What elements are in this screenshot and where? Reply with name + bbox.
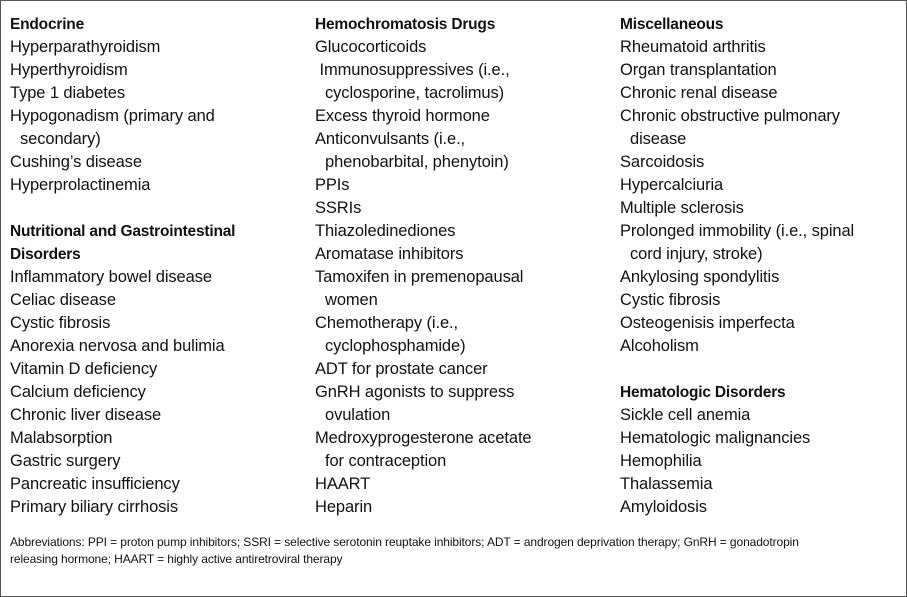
list-item-continuation: cord injury, stroke) — [630, 245, 763, 263]
list-item — [10, 381, 305, 404]
list-item-text: Chronic renal disease — [620, 84, 778, 102]
list-item — [315, 381, 610, 427]
section-heading: Disorders — [10, 246, 81, 263]
list-item — [10, 473, 305, 496]
list-item — [315, 496, 610, 519]
list-item-text: Type 1 diabetes — [10, 84, 125, 102]
list-item — [620, 174, 904, 197]
list-item — [315, 197, 610, 220]
list-item-text: SSRIs — [315, 199, 362, 217]
list-item — [315, 358, 610, 381]
column-1 — [10, 13, 305, 519]
list-item — [620, 450, 904, 473]
section-heading: Hemochromatosis Drugs — [315, 16, 496, 33]
section-heading: Nutritional and Gastrointestinal — [10, 223, 236, 240]
list-item-text: Cystic fibrosis — [620, 291, 721, 309]
list-item — [620, 473, 904, 496]
list-item — [620, 151, 904, 174]
abbreviations-line: Abbreviations: PPI = proton pump inhibitors; SSRI = selective serotonin reuptake inhibitors; ADT = androgen deprivation therapy; GnRH = gonadotropin — [10, 535, 799, 549]
list-item-text: Cushing’s disease — [10, 153, 142, 171]
list-item-text: Thiazoledinediones — [315, 222, 456, 240]
list-item-continuation: cyclophosphamide) — [325, 337, 466, 355]
list-item-text: Hyperprolactinemia — [10, 176, 151, 194]
list-item-text: Chemotherapy (i.e., — [315, 314, 458, 332]
list-item-continuation: women — [325, 291, 378, 309]
list-item — [315, 243, 610, 266]
section-spacer — [620, 358, 904, 381]
list-item — [315, 220, 610, 243]
list-item-text: Rheumatoid arthritis — [620, 38, 766, 56]
list-item-text: Hyperthyroidism — [10, 61, 128, 79]
list-item — [620, 197, 904, 220]
list-item-text: Glucocorticoids — [315, 38, 427, 56]
list-item — [315, 174, 610, 197]
list-item-text: Heparin — [315, 498, 373, 516]
list-item — [620, 289, 904, 312]
section-heading: Hematologic Disorders — [620, 384, 786, 401]
list-item — [10, 105, 305, 151]
list-item — [10, 496, 305, 519]
list-item-text: Primary biliary cirrhosis — [10, 498, 179, 516]
list-item — [620, 312, 904, 335]
list-item-text: Anorexia nervosa and bulimia — [10, 337, 225, 355]
list-item-text: Organ transplantation — [620, 61, 777, 79]
list-item — [315, 105, 610, 128]
list-item-text: Inflammatory bowel disease — [10, 268, 212, 286]
list-item — [620, 220, 904, 266]
list-item-text: Immunosuppressives (i.e., — [315, 61, 510, 79]
list-item-text: Ankylosing spondylitis — [620, 268, 780, 286]
list-item — [620, 404, 904, 427]
list-item-text: Pancreatic insufficiency — [10, 475, 180, 493]
list-item-text: Hemophilia — [620, 452, 702, 470]
list-item-text: Vitamin D deficiency — [10, 360, 158, 378]
list-item-text: Medroxyprogesterone acetate — [315, 429, 532, 447]
list-item-text: HAART — [315, 475, 371, 493]
list-item — [10, 450, 305, 473]
list-item-text: Hyperparathyroidism — [10, 38, 161, 56]
list-item-text: Malabsorption — [10, 429, 113, 447]
section-heading: Miscellaneous — [620, 16, 724, 33]
list-item — [620, 335, 904, 358]
list-item — [10, 266, 305, 289]
list-item — [620, 59, 904, 82]
list-item-text: Chronic obstructive pulmonary — [620, 107, 840, 125]
list-item-text: Gastric surgery — [10, 452, 121, 470]
list-item-text: Alcoholism — [620, 337, 699, 355]
list-item — [315, 266, 610, 312]
abbreviations-note — [10, 534, 900, 568]
list-item-text: Multiple sclerosis — [620, 199, 744, 217]
list-item-text: Celiac disease — [10, 291, 116, 309]
list-item-text: Cystic fibrosis — [10, 314, 111, 332]
list-item-text: Aromatase inhibitors — [315, 245, 464, 263]
list-item-continuation: cyclosporine, tacrolimus) — [325, 84, 505, 102]
list-item-continuation: for contraception — [325, 452, 447, 470]
abbreviations-line: releasing hormone; HAART = highly active antiretroviral therapy — [10, 552, 343, 566]
list-item-text: Calcium deficiency — [10, 383, 146, 401]
list-item — [315, 36, 610, 59]
list-item-text: PPIs — [315, 176, 350, 194]
list-item-text: Prolonged immobility (i.e., spinal — [620, 222, 855, 240]
column-3 — [620, 13, 904, 519]
list-item — [315, 59, 610, 105]
list-item — [10, 36, 305, 59]
list-item — [315, 473, 610, 496]
list-item-text: ADT for prostate cancer — [315, 360, 488, 378]
list-item-text: Amyloidosis — [620, 498, 707, 516]
list-item-continuation: secondary) — [20, 130, 101, 148]
list-item-continuation: phenobarbital, phenytoin) — [325, 153, 509, 171]
list-item-text: GnRH agonists to suppress — [315, 383, 515, 401]
list-item-text: Tamoxifen in premenopausal — [315, 268, 524, 286]
list-item — [10, 358, 305, 381]
list-item — [315, 427, 610, 473]
list-item — [315, 128, 610, 174]
list-item-text: Anticonvulsants (i.e., — [315, 130, 466, 148]
list-item — [620, 427, 904, 450]
list-item-text: Osteogenisis imperfecta — [620, 314, 795, 332]
section-spacer — [10, 197, 305, 220]
list-item — [10, 174, 305, 197]
list-item — [10, 427, 305, 450]
list-item — [315, 312, 610, 358]
list-item — [10, 335, 305, 358]
list-item-text: Hypogonadism (primary and — [10, 107, 215, 125]
column-2 — [315, 13, 610, 519]
list-item — [10, 404, 305, 427]
list-item — [620, 105, 904, 151]
list-item — [620, 82, 904, 105]
list-item-text: Chronic liver disease — [10, 406, 162, 424]
list-item-text: Sickle cell anemia — [620, 406, 751, 424]
list-item-continuation: disease — [630, 130, 687, 148]
list-item — [620, 496, 904, 519]
list-item — [10, 151, 305, 174]
list-item — [10, 82, 305, 105]
list-item-text: Hypercalciuria — [620, 176, 724, 194]
list-item — [10, 289, 305, 312]
list-item — [10, 59, 305, 82]
list-item-text: Sarcoidosis — [620, 153, 705, 171]
list-item-text: Thalassemia — [620, 475, 713, 493]
list-item — [620, 266, 904, 289]
list-item — [620, 36, 904, 59]
list-item-text: Hematologic malignancies — [620, 429, 811, 447]
list-item — [10, 312, 305, 335]
list-item-continuation: ovulation — [325, 406, 391, 424]
list-item-text: Excess thyroid hormone — [315, 107, 490, 125]
section-heading: Endocrine — [10, 16, 84, 33]
